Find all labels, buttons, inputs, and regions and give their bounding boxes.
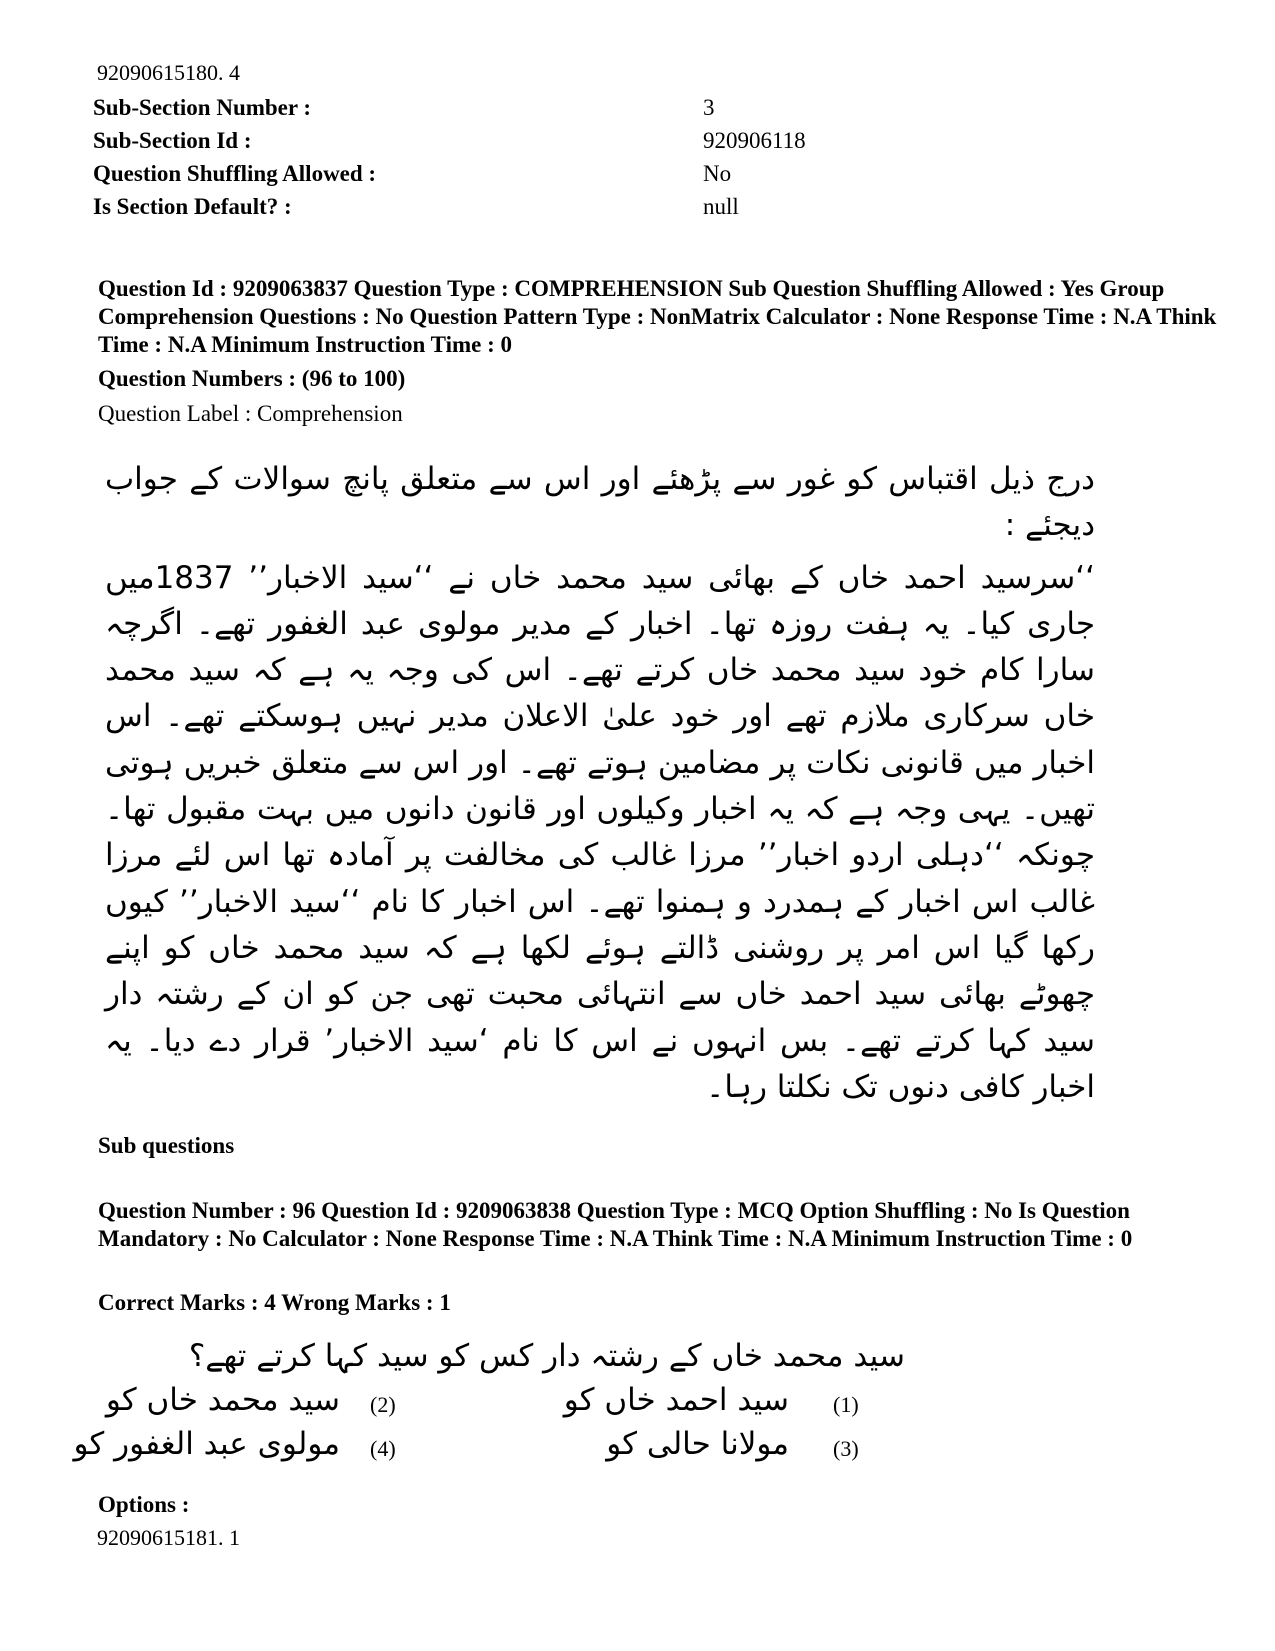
question-numbers: Question Numbers : (96 to 100) [98, 366, 406, 391]
subsection-number-value: 3 [703, 95, 715, 120]
marks-info: Correct Marks : 4 Wrong Marks : 1 [98, 1290, 451, 1315]
subsection-id-label: Sub-Section Id : [93, 128, 252, 153]
passage-body: ‘‘سرسید احمد خاں کے بھائی سید محمد خاں نے ‘‘سید الاخبار’’ 1837میں جاری کیا۔ یہ ہفت روزہ تھا۔ اخبار کے مدیر مولوی عبد الغفور تھے۔ اگرچہ سارا کام خود سید محمد خاں کرتے تھے۔ اس کی وجہ یہ ہے کہ سید محمد خاں سرکاری ملازم تھے اور خود علیٰ الاعلان مدیر نہیں ہوسکتے تھے۔ اس اخبار میں قانونی نکات پر مضامین ہوتے تھے۔ اور اس سے متعلق خبریں ہوتی تھیں۔ یہی وجہ ہے کہ یہ اخبار وکیلوں اور قانون دانوں میں بہت مقبول تھا۔ چونکہ ‘‘دہلی اردو اخبار’’ مرزا غالب کی مخالفت پر آمادہ تھا اس لئے مرزا غالب اس اخبار کے ہمدرد و ہمنوا تھے۔ اس اخبار کا نام ‘‘سید الاخبار’’ کیوں رکھا گیا اس امر پر روشنی ڈالتے ہوئے لکھا ہے کہ سید محمد خاں کو اپنے چھوٹے بھائی سید احمد خاں سے انتہائی محبت تھی جن کو ان کے رشتہ دار سید کہا کرتے تھے۔ بس انہوں نے اس کا نام ‘سید الاخبار’ قرار دے دیا۔ یہ اخبار کافی دنوں تک نکلتا رہا۔ [105, 559, 1095, 1105]
question-shuffling-value: No [703, 161, 732, 186]
passage-intro: درج ذیل اقتباس کو غور سے پڑھئے اور اس سے متعلق پانچ سوالات کے جواب دیجئے : [105, 461, 1095, 544]
question-label: Question Label : Comprehension [98, 401, 403, 426]
question-shuffling-label: Question Shuffling Allowed : [93, 161, 377, 186]
section-default-label: Is Section Default? : [93, 194, 292, 219]
option-1-number: (1) [833, 1392, 859, 1417]
urdu-question-text: سید محمد خاں کے رشتہ دار کس کو سید کہا کرتے تھے؟ [188, 1338, 905, 1374]
comprehension-passage [105, 456, 1095, 1110]
option-1-text: سید احمد خاں کو [563, 1382, 789, 1418]
subsection-number-label: Sub-Section Number : [93, 95, 312, 120]
comprehension-meta: Question Id : 9209063837 Question Type : COMPREHENSION Sub Question Shuffling Allowed : Yes Group Comprehension Questions : No Question Pattern Type : NonMatrix Calculator : None Response Time : N.A Think Time : N.A Minimum Instruction Time : 0 [98, 276, 1217, 357]
sub-question-meta: Question Number : 96 Question Id : 9209063838 Question Type : MCQ Option Shuffling : No Is Question Mandatory : No Calculator : None Response Time : N.A Think Time : N.A Minimum Instruction Time : 0 [98, 1198, 1133, 1251]
subsection-id-value: 920906118 [703, 128, 806, 153]
option-4-text: مولوی عبد الغفور کو [73, 1426, 340, 1462]
option-3-text: مولانا حالی کو [606, 1426, 789, 1462]
option-2-text: سید محمد خاں کو [105, 1382, 340, 1418]
section-default-value: null [703, 194, 739, 219]
option-2-number: (2) [370, 1392, 396, 1417]
options-heading: Options : [98, 1492, 190, 1517]
option-4-number: (4) [370, 1436, 396, 1461]
option-id-top: 92090615180. 4 [97, 60, 240, 85]
option-id-bottom: 92090615181. 1 [97, 1525, 240, 1550]
sub-questions-heading: Sub questions [98, 1133, 235, 1158]
option-3-number: (3) [833, 1436, 859, 1461]
